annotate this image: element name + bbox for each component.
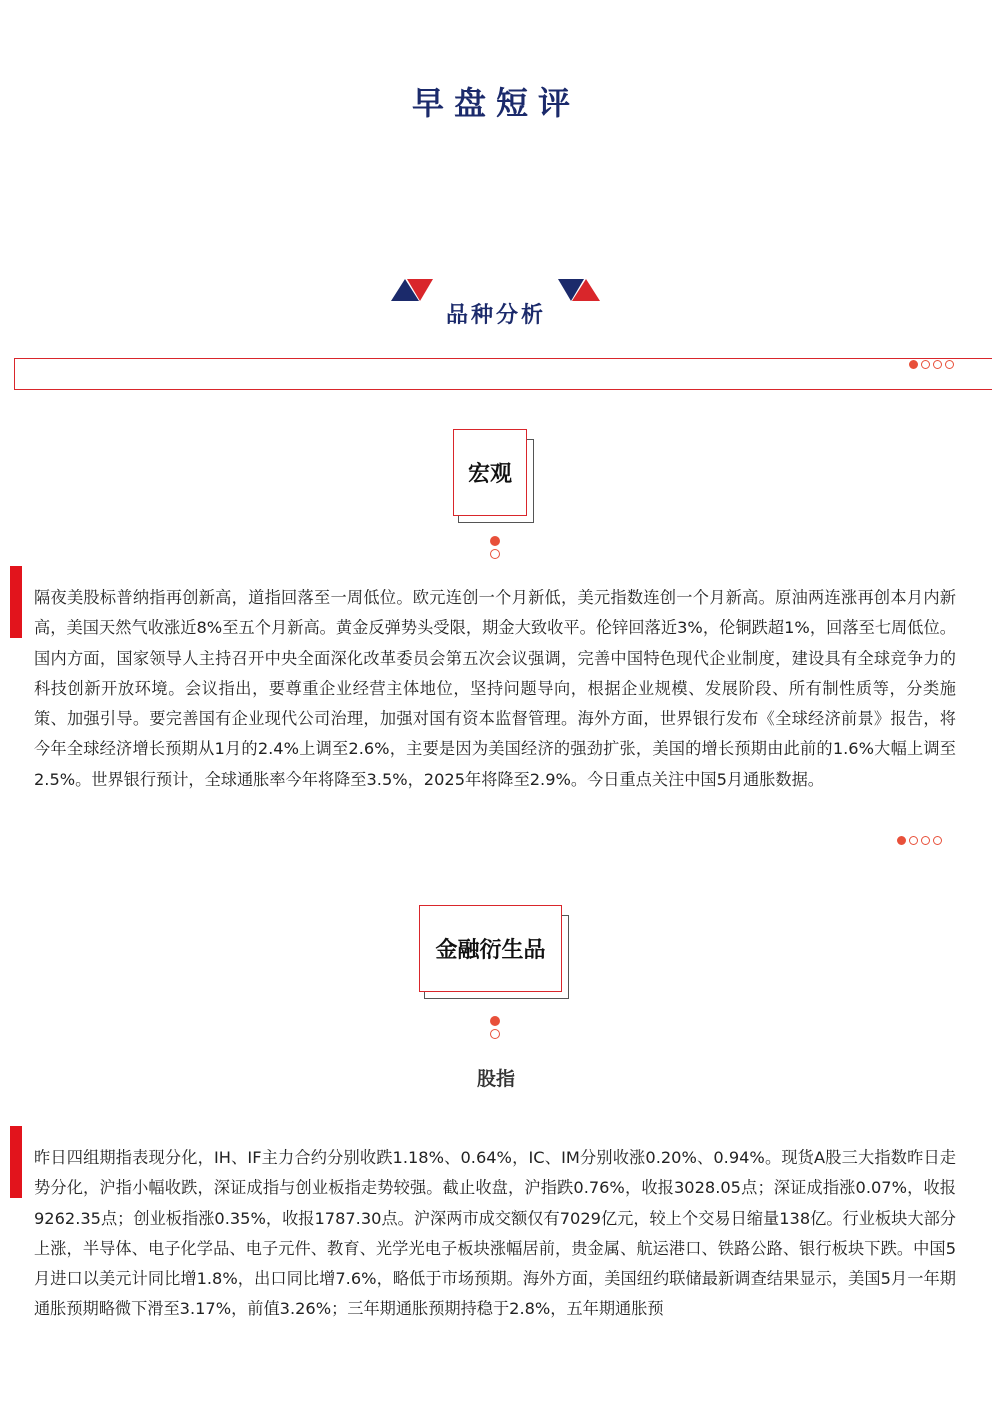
stock-index-paragraph: 昨日四组期指表现分化，IH、IF主力合约分别收跌1.18%、0.64%，IC、IM分别收涨0.20%、0.94%。现货A股三大指数昨日走势分化，沪指小幅收跌，深证成指与创业板指走势较强。截止收盘，沪指跌0.76%，收报3028.05点；深证成指涨0.07%，收报9262.35点；创业板指涨0.35%，收报1787.30点。沪深两市成交额仅有7029亿元，较上个交易日缩量138亿。行业板块大部分上涨，半导体、电子化学品、电子元件、教育、光学光电子板块涨幅居前，贵金属、航运港口、铁路公路、银行板块下跌。中国5月进口以美元计同比增1.8%，出口同比增7.6%，略低于市场预期。海外方面，美国纽约联储最新调查结果显示，美国5月一年期通胀预期略微下滑至3.17%，前值3.26%；三年期通胀预期持稳于2.8%，五年期通胀预 <box>34 1148 956 1319</box>
subsection-title: 股指 <box>476 1068 515 1090</box>
macro-paragraph: 隔夜美股标普纳指再创新高，道指回落至一周低位。欧元连创一个月新低，美元指数连创一个月新高。原油两连涨再创本月内新高，美国天然气收涨近8%至五个月新高。黄金反弹势头受限，期金大致收平。伦锌回落近3%，伦铜跌超1%，回落至七周低位。国内方面，国家领导人主持召开中央全面深化改革委员会第五次会议强调，完善中国特色现代企业制度，建设具有全球竞争力的科技创新开放环境。会议指出，要尊重企业经营主体地位，坚持问题导向，根据企业规模、发展阶段、所有制性质等，分类施策、加强引导。要完善国有企业现代公司治理，加强对国有资本监督管理。海外方面，世界银行发布《全球经济前景》报告，将今年全球经济增长预期从1月的2.4%上调至2.6%，主要是因为美国经济的强劲扩张，美国的增长预期由此前的1.6%大幅上调至2.5%。世界银行预计，全球通胀率今年将降至3.5%，2025年将降至2.9%。今日重点关注中国5月通胀数据。 <box>34 588 956 789</box>
side-accent-bar <box>10 566 22 638</box>
decorative-red-frame <box>14 358 992 390</box>
section-card-macro: 宏观 <box>453 429 527 516</box>
dots-indicator-icon <box>909 360 954 369</box>
vertical-dots-icon <box>490 536 500 562</box>
page-title: 早盘短评 <box>411 84 580 122</box>
section-card-derivatives: 金融衍生品 <box>419 905 562 992</box>
section-heading: 品种分析 <box>445 303 546 328</box>
dots-indicator-icon <box>897 836 942 845</box>
vertical-dots-icon <box>490 1016 500 1042</box>
side-accent-bar <box>10 1126 22 1198</box>
